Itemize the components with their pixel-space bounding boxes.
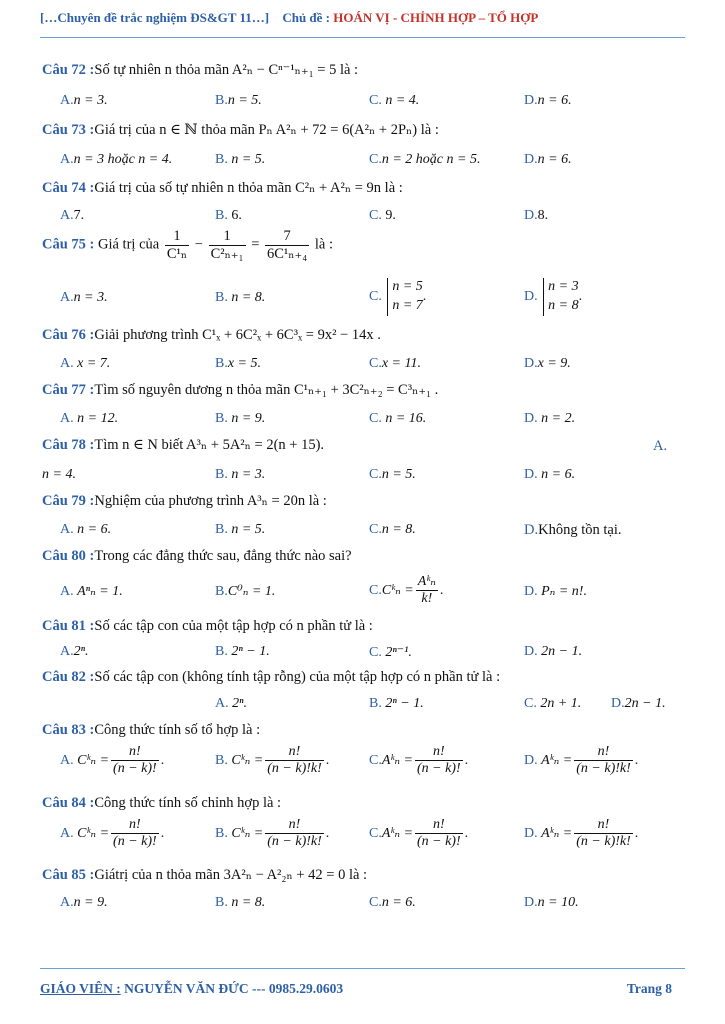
option-d[interactable]: D.8.: [524, 208, 549, 223]
option-d[interactable]: D. Aᵏₙ = $\frac{n!}{(n - k)!k!}$ .: [524, 817, 639, 850]
option-a[interactable]: A.2ⁿ.: [60, 644, 89, 659]
option-d[interactable]: D.n = 6.: [524, 93, 572, 108]
option-d[interactable]: D. 2n − 1.: [524, 644, 583, 659]
page-number: Trang 8: [626, 981, 672, 996]
option-a[interactable]: A.n = 3.: [60, 290, 108, 305]
system-bracket: n = 5 n = 7: [387, 278, 422, 316]
option-c[interactable]: C.n = 5.: [369, 467, 416, 482]
option-c[interactable]: C. 2ⁿ⁻¹.: [369, 645, 412, 660]
question-84: Câu 84 :Công thức tính số chỉnh hợp là :: [42, 795, 282, 811]
option-b[interactable]: B.n = 5.: [215, 93, 262, 108]
option-a[interactable]: A.n = 3.: [60, 93, 108, 108]
fraction: $\frac{n!}{(n - k)!k!}$: [267, 817, 322, 850]
question-79: Câu 79 :Nghiệm của phương trình A³ₙ = 20n là :: [42, 493, 327, 509]
option-d[interactable]: D.n = 10.: [524, 895, 579, 910]
header-series: […Chuyên đề trắc nghiệm ĐS&GT 11…]: [40, 10, 270, 25]
question-77: Câu 77 :Tìm số nguyên dương n thỏa mãn C¹ₙ₊₁ + 3C²ₙ₊₂ = C³ₙ₊₁ .: [42, 382, 439, 398]
option-b[interactable]: B. Cᵏₙ = $\frac{n!}{(n - k)!k!}$ .: [215, 744, 330, 777]
option-b[interactable]: B. 6.: [215, 208, 242, 223]
option-a[interactable]: A. Cᵏₙ = $\frac{n!}{(n - k)!}$ .: [60, 744, 165, 777]
option-a[interactable]: n = 4.: [42, 467, 76, 482]
system-bracket: n = 3 n = 8: [543, 278, 578, 316]
page-header: [40, 10, 685, 26]
question-72: Câu 72 :Số tự nhiên n thỏa mãn A²ₙ − Cⁿ⁻¹ₙ₊₁ = 5 là :: [42, 62, 359, 78]
question-85: Câu 85 :Giátrị của n thỏa mãn 3A²ₙ − A²₂ₙ + 42 = 0 là :: [42, 867, 368, 883]
option-c[interactable]: C. 2n + 1.: [524, 696, 582, 711]
fraction: $\frac{n!}{(n - k)!k!}$: [576, 744, 631, 777]
option-a[interactable]: A.n = 9.: [60, 895, 108, 910]
question-82: Câu 82 :Số các tập con (không tính tập rỗng) của một tập hợp có n phần tử là :: [42, 669, 501, 685]
fraction: $\frac{n!}{(n - k)!}$: [416, 817, 461, 850]
header-rule: [40, 37, 685, 38]
fraction: $\frac{n!}{(n - k)!}$: [416, 744, 461, 777]
option-b[interactable]: B.x = 5.: [215, 356, 262, 371]
option-a[interactable]: A. Cᵏₙ = $\frac{n!}{(n - k)!}$ .: [60, 817, 165, 850]
option-c[interactable]: C.n = 6.: [369, 895, 416, 910]
option-a[interactable]: A.n = 3 hoặc n = 4.: [60, 152, 173, 167]
question-81: Câu 81 :Số các tập con của một tập hợp có n phần tử là :: [42, 618, 373, 634]
question-75: Câu 75 : Giá trị của $\frac{1}{\text{C¹ₙ}}$ − $\frac{1}{\text{C²ₙ₊₁}}$ = $\frac{7}{\text{6C¹ₙ₊₄}}$ là :: [42, 228, 334, 262]
option-b[interactable]: B. 2ⁿ − 1.: [215, 644, 270, 659]
fraction: $\frac{n!}{(n - k)!k!}$: [576, 817, 631, 850]
fraction: $\frac{n!}{(n - k)!}$: [113, 744, 157, 777]
option-a[interactable]: A. x = 7.: [60, 356, 111, 371]
option-a[interactable]: A.7.: [60, 208, 85, 223]
fraction: $\frac{1}{\text{C²ₙ₊₁}}$: [210, 228, 244, 262]
footer-teacher: GIÁO VIÊN : NGUYỄN VĂN ĐỨC --- 0985.29.0603: [40, 981, 344, 996]
option-b[interactable]: B. n = 3.: [215, 467, 266, 482]
option-c[interactable]: C.Cᵏₙ = Aᵏₙ k! .: [369, 574, 444, 607]
option-b[interactable]: B. n = 8.: [215, 290, 266, 305]
option-b[interactable]: B.C⁰ₙ = 1.: [215, 584, 276, 599]
option-c[interactable]: C.x = 11.: [369, 356, 421, 371]
option-a[interactable]: A. n = 6.: [60, 522, 112, 537]
option-a-label[interactable]: A.: [653, 438, 668, 454]
fraction: $\frac{1}{\text{C¹ₙ}}$: [166, 228, 188, 262]
option-c[interactable]: C. n = 4.: [369, 93, 420, 108]
fraction: $\frac{n!}{(n - k)!}$: [113, 817, 157, 850]
option-a[interactable]: A. 2ⁿ.: [215, 696, 248, 711]
option-d[interactable]: D.x = 9.: [524, 356, 571, 371]
option-b[interactable]: B. 2ⁿ − 1.: [369, 696, 424, 711]
question-78: Câu 78 :Tìm n ∈ N biết A³ₙ + 5A²ₙ = 2(n + 15).: [42, 437, 325, 453]
option-d[interactable]: D. Pₙ = n!.: [524, 584, 587, 599]
fraction: Aᵏₙ k!: [417, 574, 436, 607]
fraction: $\frac{n!}{(n - k)!k!}$: [267, 744, 322, 777]
question-74: Câu 74 :Giá trị của số tự nhiên n thỏa mãn C²ₙ + A²ₙ = 9n là :: [42, 180, 403, 196]
option-a[interactable]: A. Aⁿₙ = 1.: [60, 584, 123, 599]
option-c[interactable]: C.Aᵏₙ = $\frac{n!}{(n - k)!}$ .: [369, 817, 469, 850]
option-b[interactable]: B. n = 9.: [215, 411, 266, 426]
question-73: Câu 73 :Giá trị của n ∈ ℕ thỏa mãn Pₙ A²ₙ + 72 = 6(A²ₙ + 2Pₙ) là :: [42, 122, 439, 138]
option-c[interactable]: C.n = 8.: [369, 522, 416, 537]
option-d[interactable]: D.2n − 1.: [611, 696, 666, 711]
option-c[interactable]: C. n = 16.: [369, 411, 427, 426]
option-b[interactable]: B. Cᵏₙ = $\frac{n!}{(n - k)!k!}$ .: [215, 817, 330, 850]
question-83: Câu 83 :Công thức tính số tổ hợp là :: [42, 722, 261, 738]
option-c[interactable]: C.Aᵏₙ = $\frac{n!}{(n - k)!}$ .: [369, 744, 469, 777]
option-d[interactable]: D. n = 6.: [524, 467, 576, 482]
header-topic: Chủ đề : HOÁN VỊ - CHỈNH HỢP – TỔ HỢP: [282, 10, 539, 25]
option-c[interactable]: C. n = 5 n = 7 .: [369, 278, 426, 316]
question-80: Câu 80 :Trong các đẳng thức sau, đẳng thức nào sai?: [42, 548, 352, 564]
option-b[interactable]: B. n = 8.: [215, 895, 266, 910]
option-b[interactable]: B. n = 5.: [215, 522, 266, 537]
option-d[interactable]: D.Không tồn tại.: [524, 522, 622, 538]
option-d[interactable]: D.n = 6.: [524, 152, 572, 167]
option-d[interactable]: D. n = 3 n = 8 .: [524, 278, 582, 316]
option-c[interactable]: C.n = 2 hoặc n = 5.: [369, 152, 481, 167]
footer-rule: [40, 968, 685, 969]
option-c[interactable]: C. 9.: [369, 208, 396, 223]
option-d[interactable]: D. Aᵏₙ = $\frac{n!}{(n - k)!k!}$ .: [524, 744, 639, 777]
option-b[interactable]: B. n = 5.: [215, 152, 266, 167]
option-a[interactable]: A. n = 12.: [60, 411, 119, 426]
fraction: $\frac{7}{\text{6C¹ₙ₊₄}}$: [267, 228, 308, 262]
option-d[interactable]: D. n = 2.: [524, 411, 576, 426]
question-76: Câu 76 :Giải phương trình C¹ₓ + 6C²ₓ + 6C³ₓ = 9x² − 14x .: [42, 327, 381, 343]
